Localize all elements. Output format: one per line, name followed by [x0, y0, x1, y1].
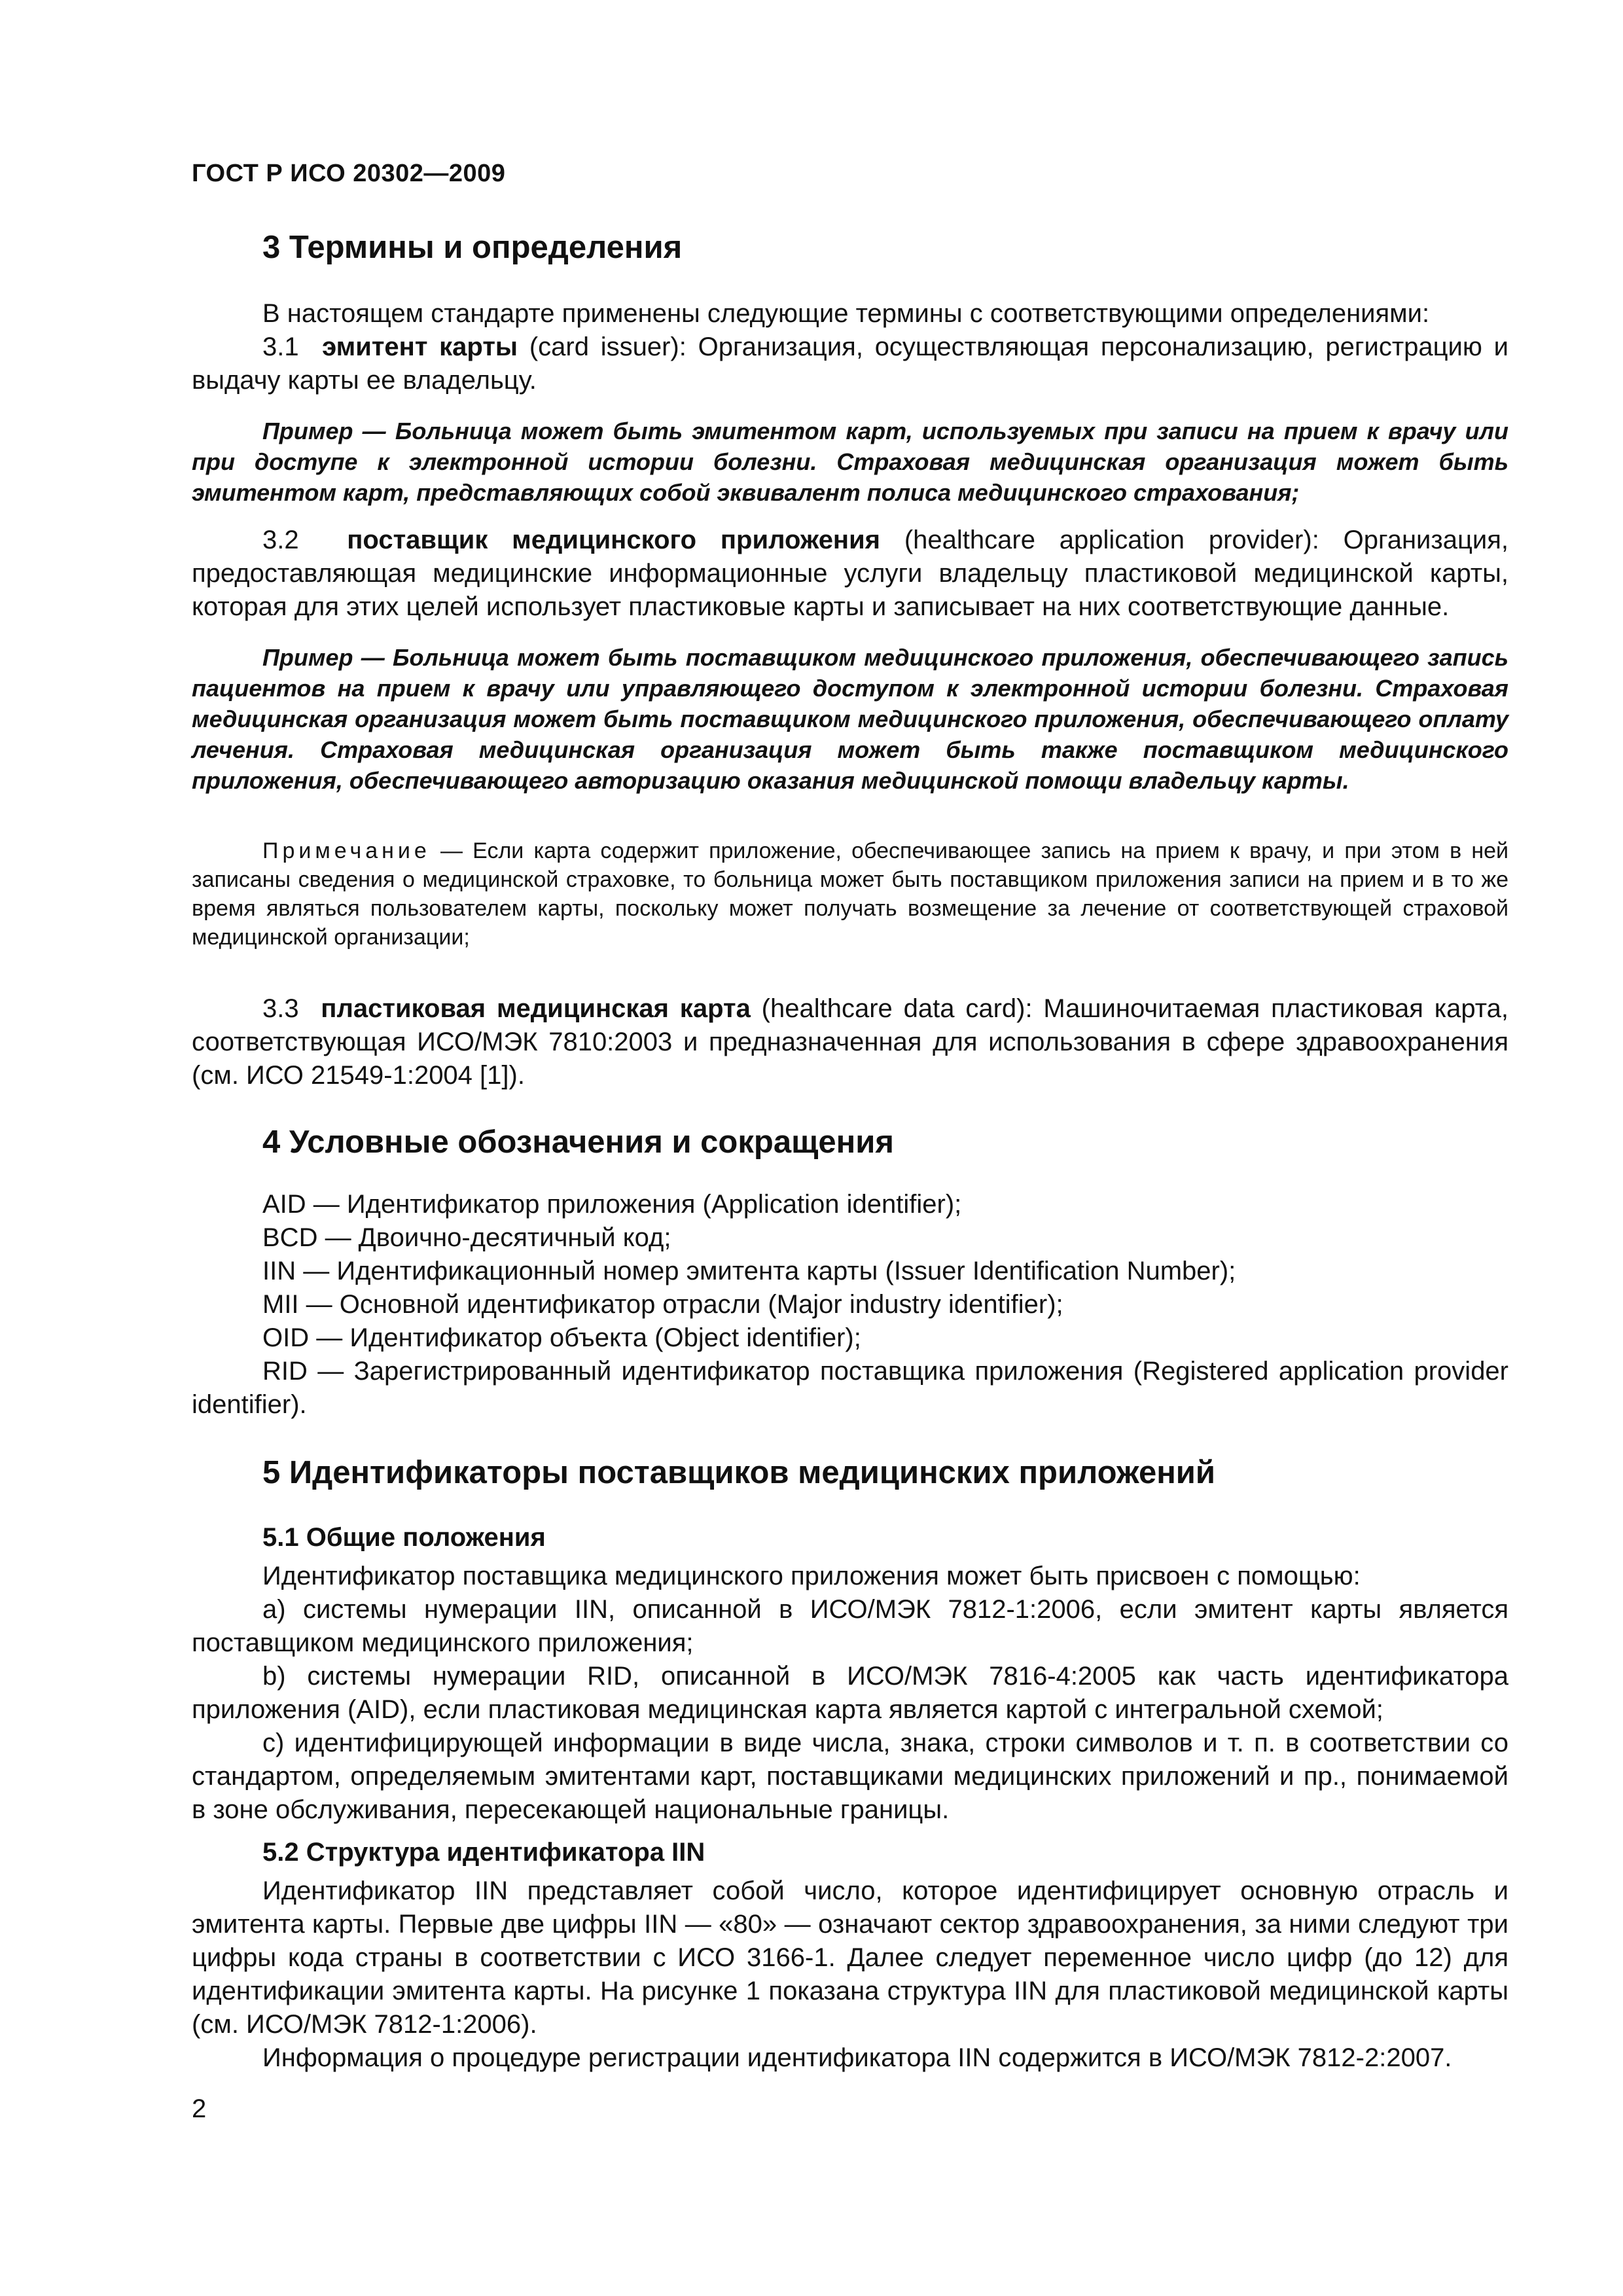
term-definition: (card issuer): Организация, осуществляющая персонализацию, регистрацию и выдачу карты ее владельцу. — [192, 332, 1508, 395]
term-number: 3.3 — [262, 994, 299, 1023]
term-number: 3.2 — [262, 526, 299, 554]
term-definition: (healthcare application provider): Организация, предоставляющая медицинские информационные услуги владельцу пластиковой медицинской карты, которая для этих целей использует пластиковые карты и записывает на них соответствующие данные. — [192, 526, 1508, 621]
term-name: эмитент карты — [322, 332, 518, 361]
document-header: ГОСТ Р ИСО 20302—2009 — [192, 160, 506, 187]
term-3-2 — [192, 524, 1508, 624]
term-definition: (healthcare data card): Машиночитаемая пластиковая карта, соответствующая ИСО/МЭК 7810:2003 и предназначенная для использования в сфере здравоохранения (см. ИСО 21549-1:2004 [1]). — [192, 994, 1508, 1090]
abbrev-iin: IIN — Идентификационный номер эмитента карты (Issuer Identification Number); — [262, 1257, 1236, 1285]
subsection-5-2-heading: 5.2 Структура идентификатора IIN — [262, 1838, 705, 1867]
page-number: 2 — [192, 2094, 207, 2123]
list-item-c: c) идентифицирующей информации в виде числа, знака, строки символов и т. п. в соответствии со стандартом, определяемым эмитентами карт, поставщиками медицинских приложений и пр., понимаемой в зоне обслуживания, пересекающей национальные границы. — [192, 1729, 1508, 1824]
subsection-5-2-paragraph-1: Идентификатор IIN представляет собой число, которое идентифицирует основную отрасль и эмитента карты. Первые две цифры IIN — «80» — означают сектор здравоохранения, за ними следуют три цифры кода страны в соответствии с ИСО 3166-1. Далее следует переменное число цифр (до 12) для идентификации эмитента карты. На рисунке 1 показана структура IIN для пластиковой медицинской карты (см. ИСО/МЭК 7812-1:2006). — [192, 1876, 1508, 2039]
term-name: пластиковая медицинская карта — [321, 994, 751, 1023]
subsection-5-1-heading: 5.1 Общие положения — [262, 1523, 546, 1552]
document-body — [192, 228, 1508, 2075]
abbrev-mii: MII — Основной идентификатор отрасли (Major industry identifier); — [262, 1290, 1063, 1319]
term-3-3 — [192, 992, 1508, 1092]
subsection-5-1-intro: Идентификатор поставщика медицинского приложения может быть присвоен с помощью: — [262, 1562, 1361, 1590]
abbrev-rid: RID — Зарегистрированный идентификатор поставщика приложения (Registered application provider identifier). — [192, 1357, 1508, 1419]
section-3-intro: В настоящем стандарте применены следующие термины с соответствующими определениями: — [262, 299, 1430, 328]
list-item-b: b) системы нумерации RID, описанной в ИСО/МЭК 7816-4:2005 как часть идентификатора приложения (AID), если пластиковая медицинская карта является картой с интегральной схемой; — [192, 1662, 1508, 1724]
example-1: Пример — Больница может быть эмитентом карт, используемых при записи на прием к врачу или при доступе к электронной истории болезни. Страховая медицинская организация может быть эмитентом карт, представляющих собой эквивалент полиса медицинского страхования; — [192, 418, 1508, 506]
section-3-heading: 3 Термины и определения — [262, 230, 683, 265]
term-name: поставщик медицинского приложения — [347, 526, 881, 554]
abbrev-bcd: BCD — Двоично-десятичный код; — [262, 1223, 671, 1252]
abbrev-aid: AID — Идентификатор приложения (Application identifier); — [262, 1190, 962, 1219]
term-number: 3.1 — [262, 332, 299, 361]
section-4-heading: 4 Условные обозначения и сокращения — [262, 1124, 894, 1160]
subsection-5-2-paragraph-2: Информация о процедуре регистрации идентификатора IIN содержится в ИСО/МЭК 7812-2:2007. — [262, 2043, 1452, 2072]
example-2: Пример — Больница может быть поставщиком медицинского приложения, обеспечивающего запись пациентов на прием к врачу или управляющего доступом к электронной истории болезни. Страховая медицинская организация может быть поставщиком медицинского приложения, обеспечивающего оплату лечения. Страховая медицинская организация может быть также поставщиком медицинского приложения, обеспечивающего авторизацию оказания медицинской помощи владельцу карты. — [192, 644, 1508, 794]
abbrev-oid: OID — Идентификатор объекта (Object identifier); — [262, 1323, 861, 1352]
note-text: — Если карта содержит приложение, обеспечивающее запись на прием к врачу, и при этом в ней записаны сведения о медицинской страховке, то больница может быть поставщиком приложения записи на прием и в то же время являться пользователем карты, поскольку может получать возмещение за лечение от соответствующей страховой медицинской организации; — [192, 838, 1508, 950]
term-3-1 — [192, 331, 1508, 397]
note-label: Примечание — [262, 838, 431, 863]
section-5-heading: 5 Идентификаторы поставщиков медицинских приложений — [262, 1455, 1216, 1490]
note — [192, 836, 1508, 952]
list-item-a: a) системы нумерации IIN, описанной в ИСО/МЭК 7812-1:2006, если эмитент карты является поставщиком медицинского приложения; — [192, 1595, 1508, 1657]
